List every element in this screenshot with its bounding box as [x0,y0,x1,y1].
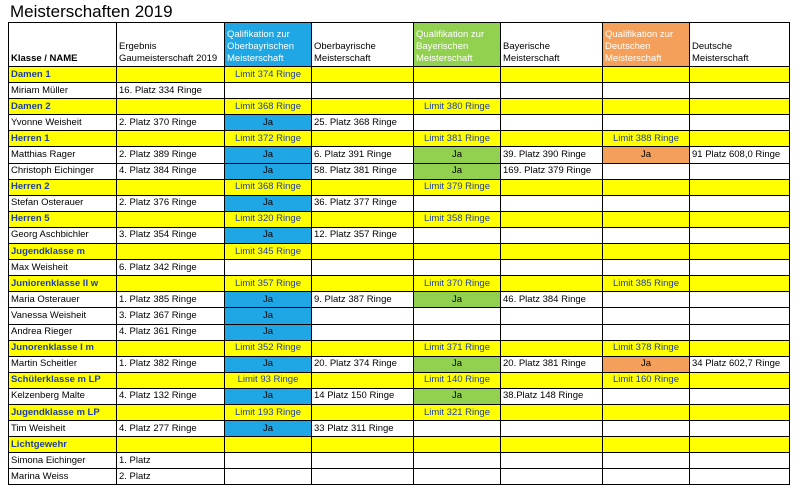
cell-de [690,276,790,292]
page-title: Meisterschaften 2019 [10,2,173,21]
cell-qual-obb [225,260,312,276]
cell-klasse: Simona Eichinger [9,453,117,469]
table-row [9,469,790,485]
cell-qual-obb: Ja [225,324,312,340]
cell-bay [501,195,603,211]
cell-gau [117,131,225,147]
cell-gau: 4. Platz 277 Ringe [117,421,225,437]
cell-obb [312,404,414,420]
cell-gau: 3. Platz 354 Ringe [117,227,225,243]
cell-klasse: Vanessa Weisheit [9,308,117,324]
cell-klasse: Herren 1 [9,131,117,147]
cell-gau: 16. Platz 334 Ringe [117,83,225,99]
cell-bay [501,437,603,453]
cell-qual-obb: Limit 320 Ringe [225,211,312,227]
cell-de [690,227,790,243]
header-cell-bay: Bayerische Meisterschaft [501,23,603,67]
cell-gau: 1. Platz 385 Ringe [117,292,225,308]
cell-de [690,308,790,324]
cell-klasse: Lichtgewehr [9,437,117,453]
cell-bay [501,67,603,83]
cell-qual-obb [225,469,312,485]
cell-bay [501,308,603,324]
table-row [9,421,790,437]
cell-qual-de [603,115,690,131]
table-row [9,292,790,308]
cell-obb [312,372,414,388]
cell-qual-obb: Ja [225,292,312,308]
cell-bay: 46. Platz 384 Ringe [501,292,603,308]
cell-klasse: Schülerklasse m LP [9,372,117,388]
cell-klasse: Christoph Eichinger [9,163,117,179]
cell-qual-obb: Ja [225,195,312,211]
cell-qual-bay: Ja [414,356,501,372]
cell-klasse: Yvonne Weisheit [9,115,117,131]
cell-de [690,211,790,227]
cell-obb [312,131,414,147]
table-row [9,308,790,324]
cell-qual-bay: Limit 321 Ringe [414,404,501,420]
cell-qual-de [603,260,690,276]
cell-obb [312,437,414,453]
cell-bay [501,83,603,99]
cell-bay [501,421,603,437]
cell-qual-bay: Ja [414,163,501,179]
cell-bay [501,260,603,276]
cell-bay [501,404,603,420]
cell-qual-bay: Limit 381 Ringe [414,131,501,147]
cell-obb [312,308,414,324]
cell-obb [312,340,414,356]
table-row [9,260,790,276]
cell-de [690,83,790,99]
cell-de [690,453,790,469]
category-row [9,179,790,195]
cell-gau: 2. Platz 376 Ringe [117,195,225,211]
cell-klasse: Juniorenklasse II w [9,276,117,292]
cell-bay [501,453,603,469]
table-row [9,195,790,211]
cell-qual-obb: Ja [225,163,312,179]
cell-qual-de: Limit 378 Ringe [603,340,690,356]
cell-qual-bay [414,469,501,485]
cell-de [690,340,790,356]
cell-bay [501,211,603,227]
category-row [9,404,790,420]
cell-de [690,195,790,211]
header-row [9,23,790,67]
cell-qual-de [603,195,690,211]
cell-qual-de [603,83,690,99]
cell-gau [117,179,225,195]
cell-gau: 4. Platz 132 Ringe [117,388,225,404]
cell-de [690,372,790,388]
cell-qual-obb: Ja [225,147,312,163]
table-row [9,83,790,99]
cell-de: 34 Platz 602,7 Ringe [690,356,790,372]
cell-gau: 4. Platz 384 Ringe [117,163,225,179]
category-row [9,340,790,356]
cell-de [690,163,790,179]
cell-qual-obb: Limit 374 Ringe [225,67,312,83]
cell-klasse: Damen 1 [9,67,117,83]
cell-qual-obb: Limit 368 Ringe [225,99,312,115]
cell-qual-de: Ja [603,356,690,372]
cell-klasse: Martin Scheitler [9,356,117,372]
cell-de [690,115,790,131]
cell-klasse: Stefan Osterauer [9,195,117,211]
cell-obb: 12. Platz 357 Ringe [312,227,414,243]
cell-qual-bay: Limit 371 Ringe [414,340,501,356]
cell-klasse: Herren 5 [9,211,117,227]
category-row [9,67,790,83]
header-cell-gau: Ergebnis Gaumeisterschaft 2019 [117,23,225,67]
cell-gau [117,99,225,115]
cell-qual-obb: Limit 352 Ringe [225,340,312,356]
cell-qual-bay [414,227,501,243]
cell-bay: 38.Platz 148 Ringe [501,388,603,404]
cell-bay [501,340,603,356]
cell-qual-obb [225,83,312,99]
cell-obb: 58. Platz 381 Ringe [312,163,414,179]
cell-qual-bay [414,195,501,211]
cell-qual-de: Limit 385 Ringe [603,276,690,292]
cell-de [690,131,790,147]
cell-klasse: Damen 2 [9,99,117,115]
cell-gau [117,244,225,260]
cell-klasse: Kelzenberg Malte [9,388,117,404]
cell-qual-de: Ja [603,147,690,163]
cell-qual-bay: Limit 358 Ringe [414,211,501,227]
cell-bay [501,227,603,243]
table-row [9,453,790,469]
category-row [9,211,790,227]
cell-obb [312,469,414,485]
table-body [9,23,790,485]
header-cell-obb: Oberbayrische Meisterschaft [312,23,414,67]
cell-gau: 6. Platz 342 Ringe [117,260,225,276]
cell-qual-de [603,179,690,195]
cell-obb [312,211,414,227]
category-row [9,276,790,292]
cell-obb: 20. Platz 374 Ringe [312,356,414,372]
cell-qual-de [603,308,690,324]
cell-de [690,388,790,404]
category-row [9,244,790,260]
cell-gau [117,67,225,83]
cell-qual-de [603,244,690,260]
cell-bay [501,276,603,292]
cell-de [690,179,790,195]
cell-obb [312,453,414,469]
cell-klasse: Miriam Müller [9,83,117,99]
cell-de [690,99,790,115]
cell-gau: 2. Platz 389 Ringe [117,147,225,163]
cell-qual-bay [414,115,501,131]
table-row [9,147,790,163]
cell-bay: 169. Platz 379 Ringe [501,163,603,179]
cell-bay [501,99,603,115]
cell-qual-bay [414,324,501,340]
cell-qual-obb: Limit 193 Ringe [225,404,312,420]
cell-qual-de [603,404,690,420]
cell-qual-de [603,453,690,469]
cell-qual-bay: Ja [414,147,501,163]
cell-obb [312,276,414,292]
cell-obb: 36. Platz 377 Ringe [312,195,414,211]
header-cell-qual-obb: Qalifikation zur Oberbayrischen Meisterschaft [225,23,312,67]
cell-klasse: Marina Weiss [9,469,117,485]
cell-qual-de: Limit 388 Ringe [603,131,690,147]
cell-qual-bay: Ja [414,292,501,308]
cell-qual-obb: Limit 372 Ringe [225,131,312,147]
cell-gau [117,340,225,356]
header-cell-qual-de: Qualifikation zur Deutschen Meisterschaft [603,23,690,67]
cell-qual-obb: Limit 368 Ringe [225,179,312,195]
cell-bay [501,131,603,147]
cell-de [690,421,790,437]
cell-qual-obb: Ja [225,388,312,404]
header-cell-qual-bay: Qualifikation zur Bayerischen Meisterschaft [414,23,501,67]
table-row [9,324,790,340]
cell-de [690,437,790,453]
cell-qual-de [603,469,690,485]
cell-qual-bay: Limit 380 Ringe [414,99,501,115]
cell-klasse: Max Weisheit [9,260,117,276]
cell-gau [117,404,225,420]
cell-gau [117,211,225,227]
cell-gau: 2. Platz [117,469,225,485]
cell-gau: 1. Platz [117,453,225,469]
cell-bay [501,324,603,340]
cell-bay [501,244,603,260]
category-row [9,372,790,388]
cell-de [690,67,790,83]
cell-de [690,244,790,260]
cell-qual-de [603,211,690,227]
cell-qual-obb [225,453,312,469]
table-row [9,388,790,404]
cell-qual-de [603,227,690,243]
category-row [9,131,790,147]
cell-qual-de [603,67,690,83]
cell-qual-bay: Limit 370 Ringe [414,276,501,292]
cell-qual-de: Limit 160 Ringe [603,372,690,388]
cell-klasse: Jugendklasse m [9,244,117,260]
cell-qual-bay [414,437,501,453]
cell-qual-de [603,163,690,179]
category-row [9,437,790,453]
cell-obb [312,179,414,195]
cell-obb [312,99,414,115]
cell-obb: 25. Platz 368 Ringe [312,115,414,131]
cell-gau: 1. Platz 382 Ringe [117,356,225,372]
cell-bay [501,372,603,388]
cell-qual-bay: Limit 140 Ringe [414,372,501,388]
cell-qual-bay [414,83,501,99]
cell-de: 91 Platz 608,0 Ringe [690,147,790,163]
cell-qual-obb: Limit 93 Ringe [225,372,312,388]
cell-qual-obb: Ja [225,356,312,372]
cell-klasse: Andrea Rieger [9,324,117,340]
cell-de [690,404,790,420]
cell-qual-bay: Limit 379 Ringe [414,179,501,195]
cell-qual-bay [414,260,501,276]
cell-klasse: Tim Weisheit [9,421,117,437]
cell-qual-de [603,324,690,340]
cell-qual-de [603,437,690,453]
cell-qual-de [603,421,690,437]
cell-de [690,324,790,340]
cell-de [690,469,790,485]
cell-klasse: Matthias Rager [9,147,117,163]
cell-gau: 4. Platz 361 Ringe [117,324,225,340]
cell-qual-obb: Ja [225,421,312,437]
cell-qual-bay [414,308,501,324]
header-cell-de: Deutsche Meisterschaft [690,23,790,67]
cell-gau [117,437,225,453]
cell-qual-bay: Ja [414,388,501,404]
cell-klasse: Herren 2 [9,179,117,195]
cell-qual-obb: Ja [225,227,312,243]
cell-qual-bay [414,244,501,260]
cell-gau: 2. Platz 370 Ringe [117,115,225,131]
results-table [8,22,790,485]
cell-klasse: Jugendklasse m LP [9,404,117,420]
cell-obb [312,83,414,99]
cell-obb: 6. Platz 391 Ringe [312,147,414,163]
cell-gau [117,372,225,388]
table-row [9,227,790,243]
cell-qual-de [603,99,690,115]
cell-bay: 20. Platz 381 Ringe [501,356,603,372]
category-row [9,99,790,115]
cell-qual-obb: Ja [225,115,312,131]
cell-qual-bay [414,421,501,437]
cell-obb: 14 Platz 150 Ringe [312,388,414,404]
cell-bay [501,179,603,195]
table-row [9,356,790,372]
cell-obb [312,324,414,340]
cell-klasse: Georg Aschbichler [9,227,117,243]
cell-gau: 3. Platz 367 Ringe [117,308,225,324]
table-row [9,163,790,179]
cell-qual-de [603,388,690,404]
cell-bay: 39. Platz 390 Ringe [501,147,603,163]
cell-de [690,292,790,308]
cell-qual-de [603,292,690,308]
cell-qual-bay [414,67,501,83]
cell-klasse: Junorenklasse I m [9,340,117,356]
cell-gau [117,276,225,292]
cell-qual-obb: Limit 357 Ringe [225,276,312,292]
cell-bay [501,115,603,131]
cell-klasse: Maria Osterauer [9,292,117,308]
cell-obb: 33 Platz 311 Ringe [312,421,414,437]
cell-qual-bay [414,453,501,469]
header-cell-klasse: Klasse / NAME [9,23,117,67]
cell-obb [312,67,414,83]
cell-obb [312,260,414,276]
cell-qual-obb: Ja [225,308,312,324]
cell-qual-obb [225,437,312,453]
cell-obb [312,244,414,260]
cell-de [690,260,790,276]
cell-bay [501,469,603,485]
cell-qual-obb: Limit 345 Ringe [225,244,312,260]
table-row [9,115,790,131]
cell-obb: 9. Platz 387 Ringe [312,292,414,308]
